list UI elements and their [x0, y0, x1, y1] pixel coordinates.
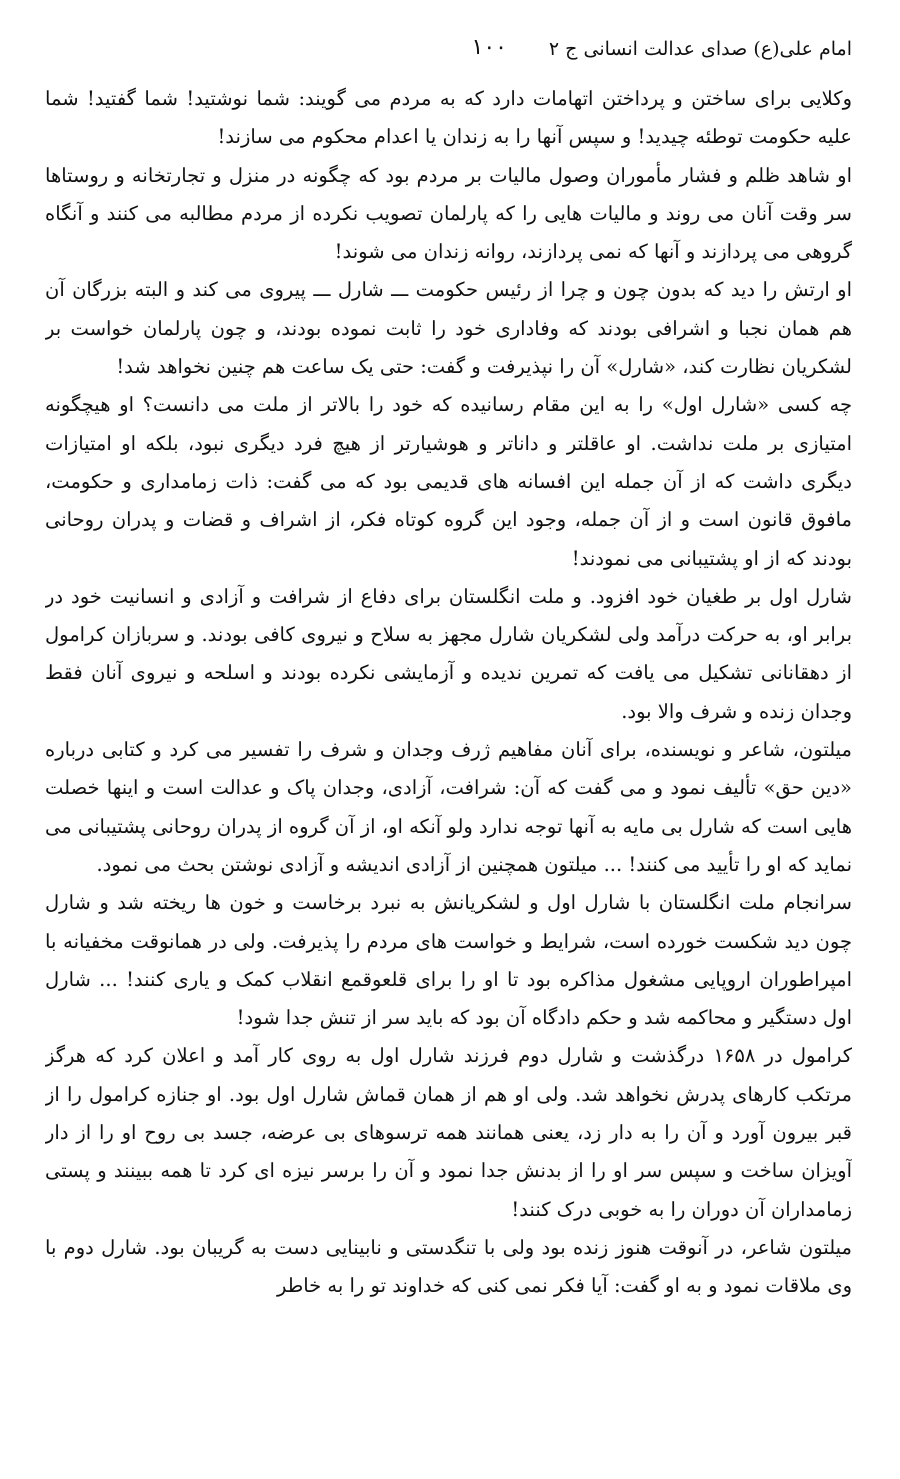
- paragraph: کرامول در ۱۶۵۸ درگذشت و شارل دوم فرزند شارل اول به روی کار آمد و اعلان کرد که هرگز مرتکب کارهای پدرش نخواهد شد. ولی او هم از همان قماش شارل اول بود. او جنازه کرامول را از قبر بیرون آورد و آن را به دار زد، یعنی همانند همه ترسوهای بی عرضه، جسد بی روح او را از دار آویزان ساخت و سپس سر او را از بدنش جدا نمود و آن را برسر نیزه ای کرد تا همه ببینند و پستی زمامداران آن دوران را به خوبی درک کنند!: [45, 1044, 852, 1221]
- paragraph: میلتون شاعر، در آنوقت هنوز زنده بود ولی با تنگدستی و نابینایی دست به گریبان بود. شارل دوم با وی ملاقات نمود و به او گفت: آیا فکر نمی کنی که خداوند تو را به خاطر: [45, 1235, 852, 1298]
- paragraph: وکلایی برای ساختن و پرداختن اتهامات دارد که به مردم می گویند: شما نوشتید! شما گفتید! شما علیه حکومت توطئه چیدید! و سپس آنها را به زندان یا اعدام محکوم می سازند!: [45, 87, 852, 149]
- page-number: ۱۰۰: [471, 35, 507, 60]
- page-header: [48, 26, 852, 72]
- paragraph: او ارتش را دید که بدون چون و چرا از رئیس حکومت ـــ شارل ـــ پیروی می کند و البته بزرگان آن هم همان نجبا و اشرافی بودند که وفاداری خود را ثابت نموده بودند، و چون پارلمان خواست بر لشکریان نظارت کند، «شارل» آن را نپذیرفت و گفت: حتی یک ساعت هم چنین نخواهد شد!: [45, 278, 852, 379]
- page-body: [45, 80, 852, 1465]
- paragraph: سرانجام ملت انگلستان با شارل اول و لشکریانش به نبرد برخاست و خون ها ریخته شد و شارل چون دید شکست خورده است، شرایط و خواست های مردم را پذیرفت. ولی در همانوقت مخفیانه با امپراطوران اروپایی مشغول مذاکره بود تا او را برای قلعوقمع انقلاب کمک و یاری کنند! ... شارل اول دستگیر و محاکمه شد و حکم دادگاه آن بود که باید سر از تنش جدا شود!: [45, 891, 852, 1030]
- paragraph: شارل اول بر طغیان خود افزود. و ملت انگلستان برای دفاع از شرافت و آزادی و انسانیت خود در برابر او، به حرکت درآمد ولی لشکریان شارل مجهز به سلاح و نیروی کافی بودند. و سربازان کرامول از دهقانانی تشکیل می یافت که تمرین ندیده و آزمایشی نکرده بودند و اسلحه و نیروی آنان فقط وجدان زنده و شرف والا بود.: [45, 584, 852, 723]
- running-title: امام علی(ع) صدای عدالت انسانی ج ۲: [548, 38, 852, 60]
- paragraph: چه کسی «شارل اول» را به این مقام رسانیده که خود را بالاتر از ملت می دانست؟ او هیچگونه امتیازی بر ملت نداشت. او عاقلتر و داناتر و هوشیارتر از هیچ فرد دیگری نبود، بلکه او امتیازات دیگری داشت که از آن جمله این افسانه های قدیمی بود که می گفت: ذات زمامداری و حکومت، مافوق قانون است و از آن جمله، وجود این گروه کوتاه فکر، از اشراف و قضات و پدران روحانی بودند که از او پشتیبانی می نمودند!: [45, 393, 852, 570]
- paragraph: میلتون، شاعر و نویسنده، برای آنان مفاهیم ژرف وجدان و شرف را تفسیر می کرد و کتابی درباره «دین حق» تألیف نمود و می گفت که آن: شرافت، آزادی، وجدان پاک و عدالت است و اینها خصلت هایی است که شارل بی مایه به آنها توجه ندارد ولو آنکه او، از آن گروه از پدران روحانی پشتیبانی می نماید که او را تأیید می کنند! ... میلتون همچنین از آزادی اندیشه و آزادی نوشتن بحث می نمود.: [45, 738, 852, 876]
- paragraph: او شاهد ظلم و فشار مأموران وصول مالیات بر مردم بود که چگونه در منزل و تجارتخانه و روستاها سر وقت آنان می روند و مالیات هایی را که پارلمان تصویب نکرده از مردم مطالبه می کنند و آنگاه گروهی می پردازند و آنها که نمی پردازند، روانه زندان می شوند!: [45, 163, 852, 264]
